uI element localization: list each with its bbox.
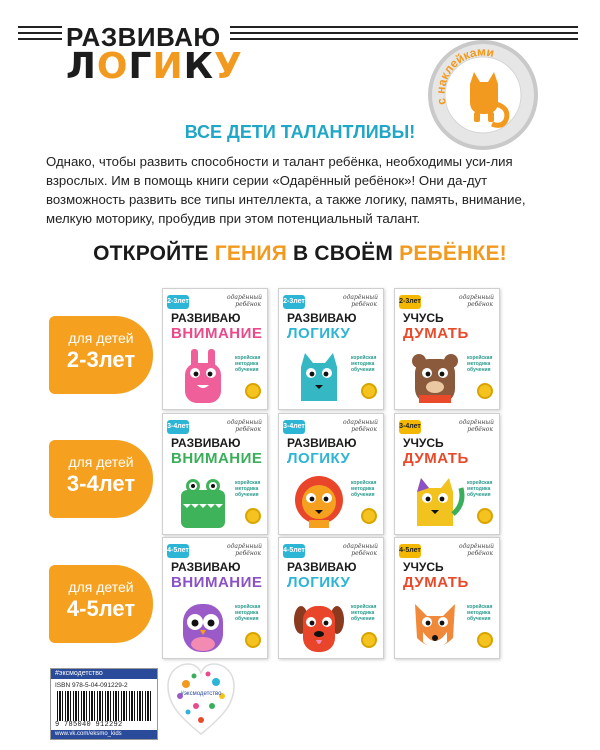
slogan-part3: В СВОЁМ (286, 242, 400, 265)
book-method-label: корейская методика обучения (235, 480, 261, 498)
book-seal-icon (477, 383, 493, 399)
book-series-label: одарённый ребёнок (459, 543, 495, 557)
book-method-label: корейская методика обучения (467, 604, 493, 622)
book-seal-icon (245, 508, 261, 524)
age-badge-age: 2-3лет (66, 347, 136, 372)
bunny-illustration-icon (173, 349, 233, 405)
book-title-line2: ВНИМАНИЕ (171, 574, 263, 591)
book-cover[interactable] (278, 537, 384, 659)
book-title-line2: ЛОГИКУ (287, 574, 351, 591)
book-seal-icon (477, 508, 493, 524)
book-series-label: одарённый ребёнок (343, 294, 379, 308)
header-lines-right (230, 26, 578, 40)
book-age-tag: 2-3лет (283, 295, 305, 309)
book-title-line2: ВНИМАНИЕ (171, 325, 263, 342)
barcode (57, 691, 153, 721)
series-title-line1: РАЗВИВАЮ (66, 22, 221, 52)
bear-illustration-icon (405, 349, 465, 405)
slogan-part4: РЕБЁНКЕ! (399, 242, 507, 265)
age-badge-prefix: для детей (68, 579, 134, 595)
book-method-label: корейская методика обучения (235, 604, 261, 622)
fox-illustration-icon (405, 598, 465, 654)
book-title-line1: УЧУСЬ (403, 311, 444, 325)
book-series-label: одарённый ребёнок (227, 294, 263, 308)
book-title-line1: УЧУСЬ (403, 560, 444, 574)
book-title-line1: УЧУСЬ (403, 436, 444, 450)
title-letter: О (96, 46, 129, 87)
book-title-line1: РАЗВИВАЮ (171, 311, 241, 325)
intro-paragraph: Однако, чтобы развить способности и талант ребёнка, необходимы уси-лия взрослых. Им в помощь книги серии «Одарённый ребёнок»! Они да-дут возможность развить все типы интеллекта, а также логику, память, внимание, мелкую моторику, пробудив при этом потенциальный талант. (46, 154, 526, 226)
book-age-tag: 4-5лет (283, 544, 305, 558)
book-series-label: одарённый ребёнок (227, 419, 263, 433)
book-series-label: одарённый ребёнок (459, 419, 495, 433)
heart-logo (166, 662, 236, 738)
age-badge-prefix: для детей (68, 330, 134, 346)
book-age-tag: 3-4лет (283, 420, 305, 434)
title-letter: Г (128, 46, 153, 87)
vk-link[interactable]: www.vk.com/eksmo_kids (51, 730, 157, 739)
slogan-part1: ОТКРОЙТЕ (93, 242, 215, 265)
isbn-text: ISBN 978-5-04-091229-2 (55, 682, 128, 689)
svg-text:с наклейками: с наклейками (433, 44, 496, 107)
book-method-label: корейская методика обучения (235, 355, 261, 373)
cat2-illustration-icon (405, 474, 465, 530)
book-age-tag: 2-3лет (399, 295, 421, 309)
book-title-line1: РАЗВИВАЮ (287, 436, 357, 450)
age-badge-4-5 (49, 565, 153, 643)
book-age-tag: 3-4лет (167, 420, 189, 434)
book-method-label: корейская методика обучения (351, 604, 377, 622)
book-title-line1: РАЗВИВАЮ (171, 560, 241, 574)
book-cover[interactable] (394, 413, 500, 535)
barcode-number: 9 785040 912292 (55, 721, 123, 729)
slogan (0, 242, 600, 266)
cat-illustration-icon (289, 349, 349, 405)
isbn-barcode-box (50, 668, 158, 740)
owl-illustration-icon (173, 598, 233, 654)
book-cover[interactable] (278, 288, 384, 410)
book-seal-icon (361, 508, 377, 524)
svg-text:#эксмодетство: #эксмодетство (180, 691, 222, 697)
book-cover[interactable] (162, 537, 268, 659)
book-seal-icon (361, 383, 377, 399)
book-age-tag: 2-3лет (167, 295, 189, 309)
book-method-label: корейская методика обучения (351, 480, 377, 498)
title-letter: И (152, 46, 184, 87)
age-badge-prefix: для детей (68, 454, 134, 470)
intro-headline: ВСЕ ДЕТИ ТАЛАНТЛИВЫ! (184, 122, 416, 142)
book-title-line2: ДУМАТЬ (403, 574, 469, 591)
book-method-label: корейская методика обучения (467, 355, 493, 373)
book-age-tag: 3-4лет (399, 420, 421, 434)
book-cover[interactable] (394, 288, 500, 410)
book-title-line1: РАЗВИВАЮ (171, 436, 241, 450)
slogan-part2: ГЕНИЯ (214, 242, 287, 265)
age-badge-age: 3-4лет (66, 471, 136, 496)
title-letter: Л (66, 46, 97, 87)
title-letter: К (183, 46, 215, 87)
book-title-line2: ДУМАТЬ (403, 325, 469, 342)
series-title-line2 (66, 46, 243, 87)
dog-illustration-icon (289, 598, 349, 654)
book-age-tag: 4-5лет (167, 544, 189, 558)
book-series-label: одарённый ребёнок (459, 294, 495, 308)
book-cover[interactable] (394, 537, 500, 659)
book-series-label: одарённый ребёнок (227, 543, 263, 557)
title-letter: У (214, 46, 243, 87)
book-cover[interactable] (278, 413, 384, 535)
book-title-line1: РАЗВИВАЮ (287, 560, 357, 574)
age-badge-2-3 (49, 316, 153, 394)
book-series-label: одарённый ребёнок (343, 419, 379, 433)
lion-illustration-icon (289, 474, 349, 530)
book-title-line2: ВНИМАНИЕ (171, 450, 263, 467)
croc-illustration-icon (173, 474, 233, 530)
book-seal-icon (245, 383, 261, 399)
book-title-line2: ЛОГИКУ (287, 325, 351, 342)
book-method-label: корейская методика обучения (351, 355, 377, 373)
book-title-line2: ЛОГИКУ (287, 450, 351, 467)
book-age-tag: 4-5лет (399, 544, 421, 558)
book-cover[interactable] (162, 288, 268, 410)
age-badge-age: 4-5лет (66, 596, 136, 621)
age-badge-3-4 (49, 440, 153, 518)
hashtag-label: #эксмодетство (51, 669, 157, 679)
book-title-line2: ДУМАТЬ (403, 450, 469, 467)
book-method-label: корейская методика обучения (467, 480, 493, 498)
book-seal-icon (361, 632, 377, 648)
header-lines-left (18, 26, 62, 40)
book-seal-icon (477, 632, 493, 648)
book-seal-icon (245, 632, 261, 648)
book-series-label: одарённый ребёнок (343, 543, 379, 557)
book-cover[interactable] (162, 413, 268, 535)
book-title-line1: РАЗВИВАЮ (287, 311, 357, 325)
